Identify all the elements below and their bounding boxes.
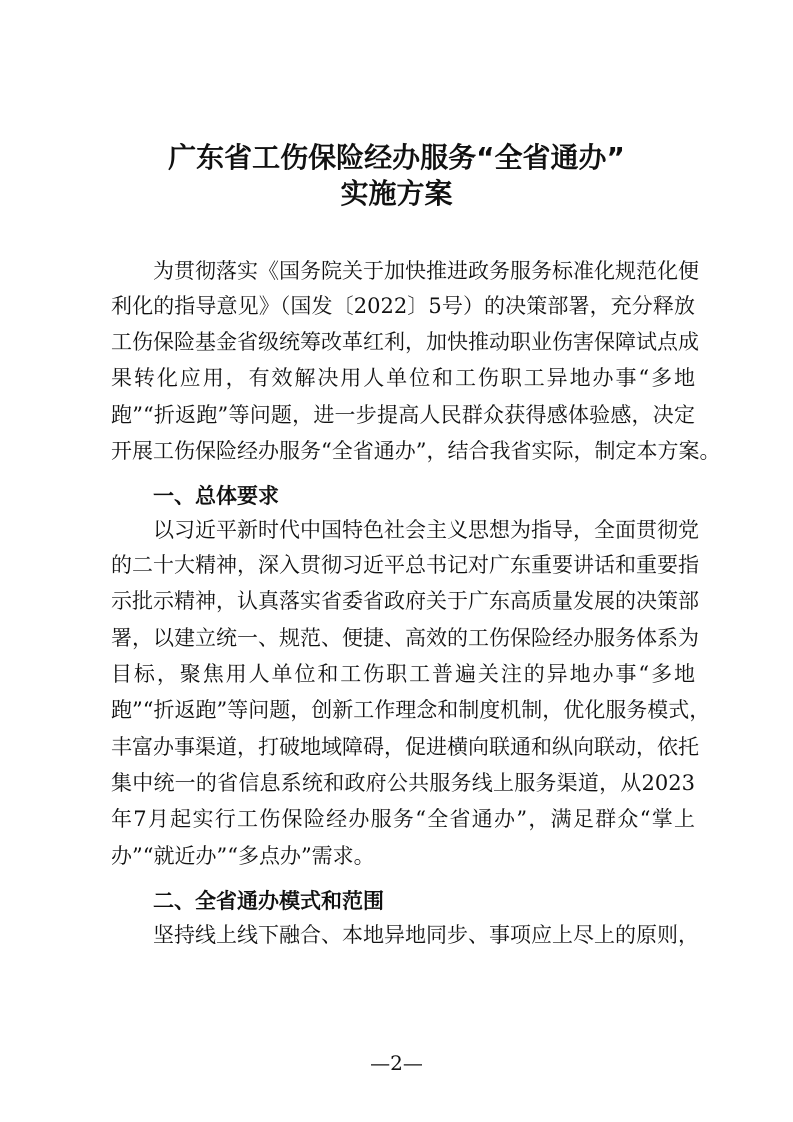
section-heading: 一、总体要求	[153, 484, 279, 508]
paragraph-line: 利化的指导意见》（国发〔2022〕5号）的决策部署，充分释放	[111, 294, 695, 318]
paragraph-line: 坚持线上线下融合、本地异地同步、事项应上尽上的原则，	[153, 923, 699, 947]
paragraph-line: 办”“就近办”“多点办”需求。	[111, 844, 375, 868]
document-subtitle: 实施方案	[340, 177, 453, 210]
paragraph-line: 集中统一的省信息系统和政府公共服务线上服务渠道，从2023	[111, 771, 695, 795]
paragraph-line: 示批示精神，认真落实省委省政府关于广东高质量发展的决策部	[111, 589, 699, 613]
paragraph-line: 目标，聚焦用人单位和工伤职工普遍关注的异地办事“多地	[111, 662, 695, 686]
paragraph-line: 开展工伤保险经办服务“全省通办”，结合我省实际，制定本方案。	[111, 439, 721, 463]
paragraph-line: 丰富办事渠道，打破地域障碍，促进横向联通和纵向联动，依托	[111, 735, 699, 759]
paragraph-line: 跑”“折返跑”等问题，创新工作理念和制度机制，优化服务模式，	[111, 698, 711, 722]
paragraph-line: 的二十大精神，深入贯彻习近平总书记对广东重要讲话和重要指	[111, 553, 699, 577]
paragraph-line: 为贯彻落实《国务院关于加快推进政务服务标准化规范化便	[153, 259, 699, 283]
paragraph-line: 果转化应用，有效解决用人单位和工伤职工异地办事“多地	[111, 366, 695, 390]
paragraph-line: 跑”“折返跑”等问题，进一步提高人民群众获得感体验感，决定	[111, 403, 695, 427]
document-title: 广东省工伤保险经办服务“全省通办”	[168, 141, 625, 174]
paragraph-line: 年7月起实行工伤保险经办服务“全省通办”，满足群众“掌上	[111, 807, 695, 831]
page-number: —2—	[370, 1051, 423, 1075]
paragraph-line: 署，以建立统一、规范、便捷、高效的工伤保险经办服务体系为	[111, 626, 699, 650]
paragraph-line: 工伤保险基金省级统筹改革红利，加快推动职业伤害保障试点成	[111, 330, 699, 354]
paragraph-line: 以习近平新时代中国特色社会主义思想为指导，全面贯彻党	[153, 518, 699, 542]
section-heading: 二、全省通办模式和范围	[153, 889, 384, 913]
